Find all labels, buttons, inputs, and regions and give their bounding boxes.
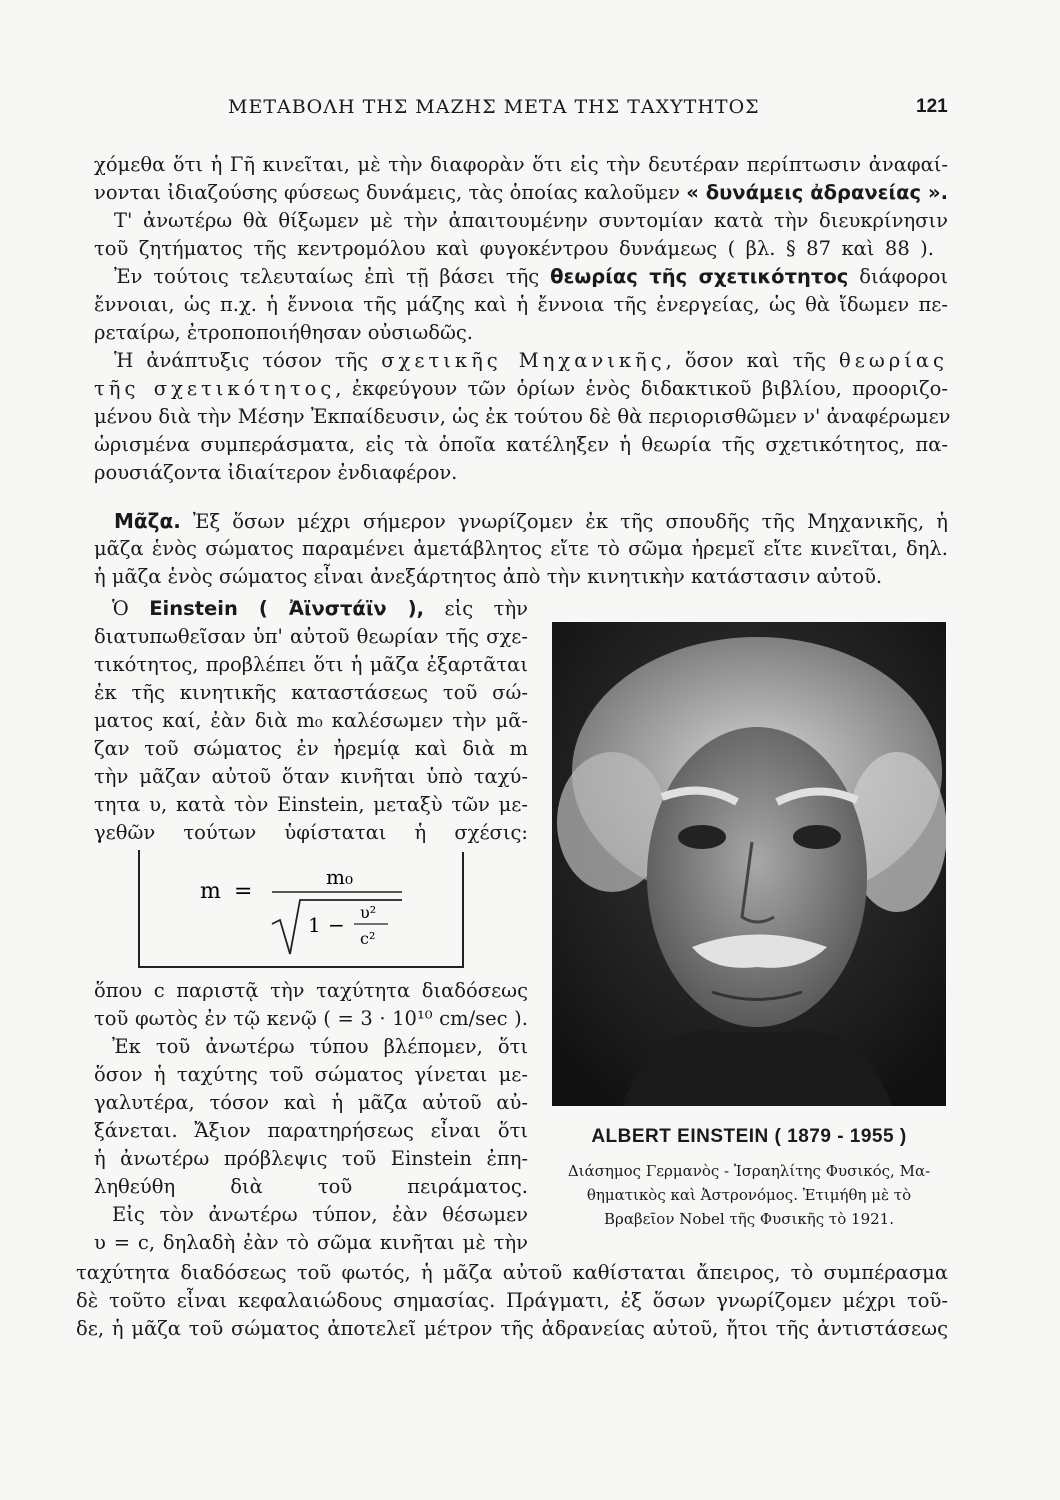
text-line [112,594,528,624]
text-line: διατυπωθεῖσαν ὑπ' αὐτοῦ θεωρίαν τῆς σχε- [94,625,528,648]
formula-one: 1 [308,913,321,937]
portrait-photo [552,622,946,1106]
text-line: δὲ τοῦτο εἶναι κεφαλαιώδους σημασίας. Πράγματι, ἐξ ὅσων γνωρίζομεν μέχρι τοῦ- [76,1289,948,1312]
text-line: ρεταίρω, ἐτροποποιήθησαν οὐσιωδῶς. [94,321,473,344]
text-line: τὴν μᾶζαν αὐτοῦ ὅταν κινῆται ὑπὸ ταχύ- [94,765,528,788]
text-line: ὡρισμένα συμπεράσματα, εἰς τὰ ὁποῖα κατέληξεν ἡ θεωρία τῆς σχετικότητος, πα- [94,433,948,456]
text-segment: διάφοροι [848,265,948,288]
text-line: τικότητος, προβλέπει ὅτι ἡ μᾶζα ἐξαρτᾶται [94,653,528,676]
portrait-drawing [552,622,946,1106]
text-segment: Ἐξ ὅσων μέχρι σήμερον γνωρίζομεν ἐκ τῆς σπουδῆς τῆς Μηχανικῆς, ἡ [180,510,948,533]
text-line: ἡ μᾶζα ἑνὸς σώματος εἶναι ἀνεξάρτητος ἀπὸ τὴν κινητικὴν κατάστασιν αὐτοῦ. [94,565,883,588]
text-line: ἐκ τῆς κινητικῆς καταστάσεως τοῦ σώ- [94,681,528,704]
text-line: ὅσον ἡ ταχύτης τοῦ σώματος γίνεται με- [94,1063,528,1086]
text-segment: εἰς τὴν [424,597,528,620]
text-line: χόμεθα ὅτι ἡ Γῆ κινεῖται, μὲ τὴν διαφορὰν ὅτι εἰς τὴν δευτέραν περίπτωσιν ἀναφαί- [94,153,948,176]
text-line [94,178,948,208]
text-line: δε, ἡ μᾶζα τοῦ σώματος ἀποτελεῖ μέτρον τῆς ἀδρανείας αὐτοῦ, ἤτοι τῆς ἀντιστάσεως [76,1317,948,1340]
emphasis-term: « δυνάμεις ἀδρανείας ». [686,181,948,204]
text-line: υ = c, δηλαδὴ ἐὰν τὸ σῶμα κινῆται μὲ τὴν [94,1231,528,1254]
text-line: τοῦ φωτὸς ἐν τῷ κενῷ ( = 3 · 10¹⁰ cm/sec ). [94,1007,528,1030]
text-line: ταχύτητα διαδόσεως τοῦ φωτός, ἡ μᾶζα αὐτοῦ καθίσταται ἄπειρος, τὸ συμπέρασμα [76,1261,948,1284]
text-line: Τ' ἀνωτέρω θὰ θίξωμεν μὲ τὴν ἀπαιτουμένην συντομίαν κατὰ τὴν διευκρίνησιν [114,209,948,232]
text-line: μένου διὰ τὴν Μέσην Ἐκπαίδευσιν, ὡς ἐκ τούτου δὲ θὰ περιορισθῶμεν ν' ἀναφέρωμεν [94,405,951,428]
figure-caption-line: Διάσημος Γερμανὸς - Ἰσραηλίτης Φυσικός, Μα- [567,1162,931,1180]
text-line: μᾶζα ἑνὸς σώματος παραμένει ἀμετάβλητος εἴτε τὸ σῶμα ἠρεμεῖ εἴτε κινεῖται, δηλ. [94,537,948,560]
text-line: ἔννοιαι, ὡς π.χ. ἡ ἔννοια τῆς μάζης καὶ ἡ ἔννοια τῆς ἐνεργείας, ὡς θὰ ἴδωμεν πε- [94,293,948,316]
formula-c-squared: c² [360,929,376,948]
section-heading: Μᾶζα. [114,509,181,533]
text-line: ρουσιάζοντα ἰδιαίτερον ἐνδιαφέρον. [94,461,458,484]
text-line [114,506,948,537]
spaced-term: σχετικῆς Μηχανικῆς [381,349,666,372]
figure-caption-title: ALBERT EINSTEIN ( 1879 - 1955 ) [591,1126,907,1147]
text-line: ληθεύθη διὰ τοῦ πειράματος. [94,1175,528,1198]
text-line [94,374,948,404]
emphasis-term: θεωρίας τῆς σχετικότητος [550,265,849,288]
running-title: ΜΕΤΑΒΟΛΗ ΤΗΣ ΜΑΖΗΣ ΜΕΤΑ ΤΗΣ ΤΑΧΥΤΗΤΟΣ [228,96,760,118]
formula-numerator: m₀ [326,865,353,889]
text-line: ὅπου c παριστᾷ τὴν ταχύτητα διαδόσεως [94,979,528,1002]
text-line [114,346,948,376]
page-number: 121 [916,96,948,117]
text-line: τοῦ ζητήματος τῆς κεντρομόλου καὶ φυγοκέντρου δυνάμεως ( βλ. § 87 καὶ 88 ). [94,237,934,260]
spaced-term: τῆς σχετικότητος [94,377,336,400]
text-segment: Ἡ ἀνάπτυξις τόσον τῆς [114,349,382,372]
figure-caption-line: θηματικὸς καὶ Ἀστρονόμος. Ἐτιμήθη μὲ τὸ [586,1186,912,1204]
emphasis-term: Einstein ( Ἀϊνστάϊν ), [149,597,425,620]
text-segment: , ἐκφεύγουν τῶν ὁρίων ἑνὸς διδακτικοῦ βιβλίου, προοριζο- [335,377,948,400]
formula-box [138,852,464,968]
text-line: γεθῶν τούτων ὑφίσταται ἡ σχέσις: [94,821,528,844]
text-segment: , ὅσον καὶ τῆς [665,349,840,372]
text-segment: νονται ἰδιαζούσης φύσεως δυνάμεις, τὰς ὁποίας καλοῦμεν [94,181,687,204]
formula-equals: = [234,879,253,904]
text-line [114,262,948,292]
formula [140,852,466,968]
text-segment: Ἐν τούτοις τελευταίως ἐπὶ τῇ βάσει τῆς [114,265,551,288]
text-line: τητα υ, κατὰ τὸν Einstein, μεταξὺ τῶν με- [94,793,528,816]
text-line: γαλυτέρα, τόσον καὶ ἡ μᾶζα αὐτοῦ αὐ- [94,1091,528,1114]
text-line: ξάνεται. Ἄξιον παρατηρήσεως εἶναι ὅτι [94,1119,528,1142]
figure-caption-line: Βραβεῖον Nobel τῆς Φυσικῆς τὸ 1921. [604,1210,894,1228]
text-segment: Ὁ [112,597,150,620]
spaced-term: θεωρίας [839,349,948,372]
formula-lhs: m [200,879,221,904]
formula-minus: − [328,913,345,937]
text-line: Ἐκ τοῦ ἀνωτέρω τύπου βλέπομεν, ὅτι [112,1035,528,1058]
formula-v-squared: υ² [360,903,377,922]
text-line: Εἰς τὸν ἀνωτέρω τύπον, ἐὰν θέσωμεν [112,1203,528,1226]
text-line: ἡ ἀνωτέρω πρόβλεψις τοῦ Einstein ἐπη- [94,1147,528,1170]
text-line: ζαν τοῦ σώματος ἐν ἠρεμίᾳ καὶ διὰ m [94,737,528,760]
text-line: ματος καί, ἐὰν διὰ m₀ καλέσωμεν τὴν μᾶ- [94,709,528,732]
